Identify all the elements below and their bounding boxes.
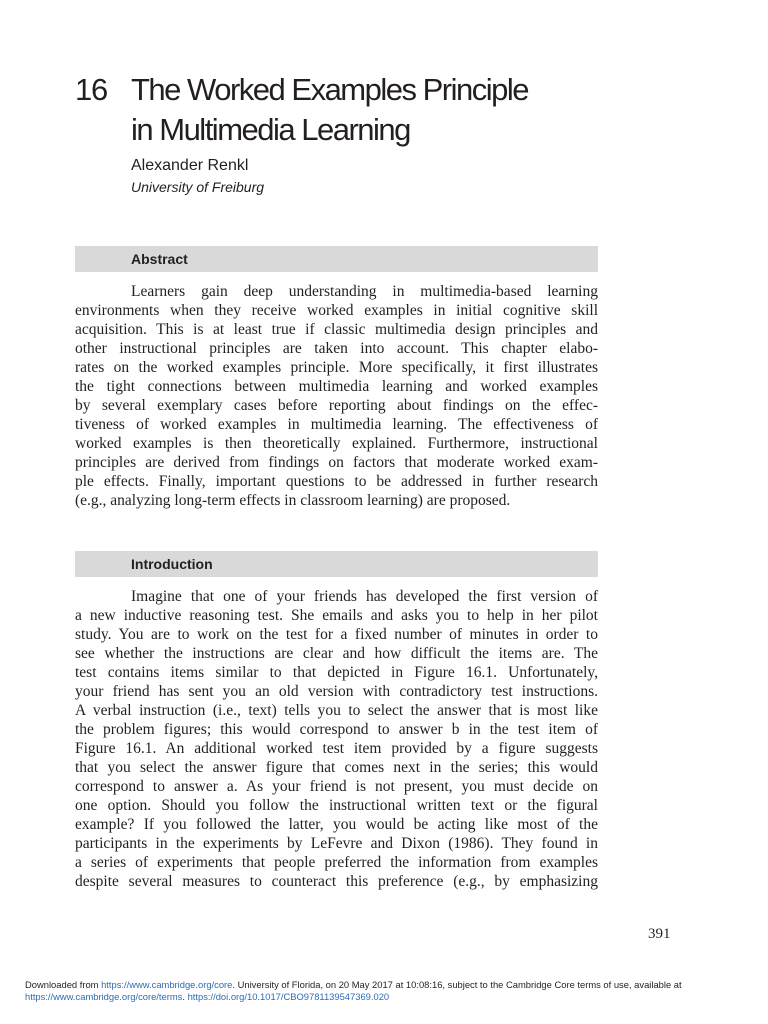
introduction-line: that you select the answer figure that comes next in the series; this would (75, 759, 598, 776)
abstract-line: environments when they receive worked examples in initial cognitive skill (75, 302, 598, 319)
introduction-line: your friend has sent you an old version with contradictory test instructions. (75, 683, 598, 700)
introduction-line: a series of experiments that people preferred the information from examples (75, 854, 598, 871)
chapter-title-line: in Multimedia Learning (131, 112, 410, 147)
abstract-line: acquisition. This is at least true if classic multimedia design principles and (75, 321, 598, 338)
abstract-line: ple effects. Finally, important questions to be addressed in further research (75, 473, 598, 490)
introduction-line: despite several measures to counteract this preference (e.g., by emphasizing (75, 873, 598, 890)
abstract-line: rates on the worked examples principle. More specifically, it first illustrates (75, 359, 598, 376)
introduction-line: participants in the experiments by LeFevre and Dixon (1986). They found in (75, 835, 598, 852)
abstract-heading-bar (75, 246, 598, 272)
introduction-line: the problem figures; this would correspond to answer b in the test item of (75, 721, 598, 738)
abstract-line: worked examples is then theoretically explained. Furthermore, instructional (75, 435, 598, 452)
abstract-line: principles are derived from findings on factors that moderate worked exam- (75, 454, 598, 471)
footer-text: . University of Florida, on 20 May 2017 at 10:08:16, subject to the Cambridge Core terms of use, available at (232, 979, 682, 990)
abstract-line: other instructional principles are taken into account. This chapter elabo- (75, 340, 598, 357)
doi-link[interactable]: https://doi.org/10.1017/CBO9781139547369.020 (187, 991, 390, 1002)
introduction-line: see whether the instructions are clear and how difficult the items are. The (75, 645, 598, 662)
abstract-line: by several exemplary cases before reporting about findings on the effec- (75, 397, 598, 414)
introduction-line: correspond to answer a. As your friend is not present, you must decide on (75, 778, 598, 795)
cambridge-core-link[interactable]: https://www.cambridge.org/core (101, 979, 233, 990)
abstract-body (75, 282, 598, 510)
footer-separator: . (182, 991, 188, 1002)
introduction-line: Imagine that one of your friends has developed the first version of (131, 588, 598, 605)
chapter-title-line: The Worked Examples Principle (131, 72, 528, 107)
chapter-title (131, 70, 631, 150)
introduction-body (75, 587, 598, 891)
abstract-line: (e.g., analyzing long-term effects in classroom learning) are proposed. (75, 492, 511, 509)
download-footer (25, 979, 745, 1003)
introduction-heading: Introduction (131, 556, 213, 572)
page-number: 391 (648, 926, 671, 942)
introduction-line: Figure 16.1. An additional worked test item provided by a figure suggests (75, 740, 598, 757)
abstract-line: Learners gain deep understanding in multimedia-based learning (131, 283, 598, 300)
chapter-number: 16 (75, 72, 108, 107)
terms-link[interactable]: https://www.cambridge.org/core/terms (25, 991, 183, 1002)
footer-line-1 (25, 979, 745, 991)
introduction-line: A verbal instruction (i.e., text) tells you to select the answer that is most like (75, 702, 598, 719)
author-affiliation: University of Freiburg (131, 179, 265, 195)
abstract-heading: Abstract (131, 251, 188, 267)
footer-prefix: Downloaded from (25, 979, 102, 990)
abstract-line: tiveness of worked examples in multimedia learning. The effectiveness of (75, 416, 598, 433)
introduction-heading-bar (75, 551, 598, 577)
footer-line-2 (25, 991, 745, 1003)
introduction-line: test contains items similar to that depicted in Figure 16.1. Unfortunately, (75, 664, 598, 681)
author-name: Alexander Renkl (131, 157, 249, 174)
introduction-line: study. You are to work on the test for a fixed number of minutes in order to (75, 626, 598, 643)
introduction-line: a new inductive reasoning test. She emails and asks you to help in her pilot (75, 607, 598, 624)
introduction-line: one option. Should you follow the instructional written text or the figural (75, 797, 598, 814)
abstract-line: the tight connections between multimedia learning and worked examples (75, 378, 598, 395)
introduction-line: example? If you followed the latter, you would be acting like most of the (75, 816, 598, 833)
